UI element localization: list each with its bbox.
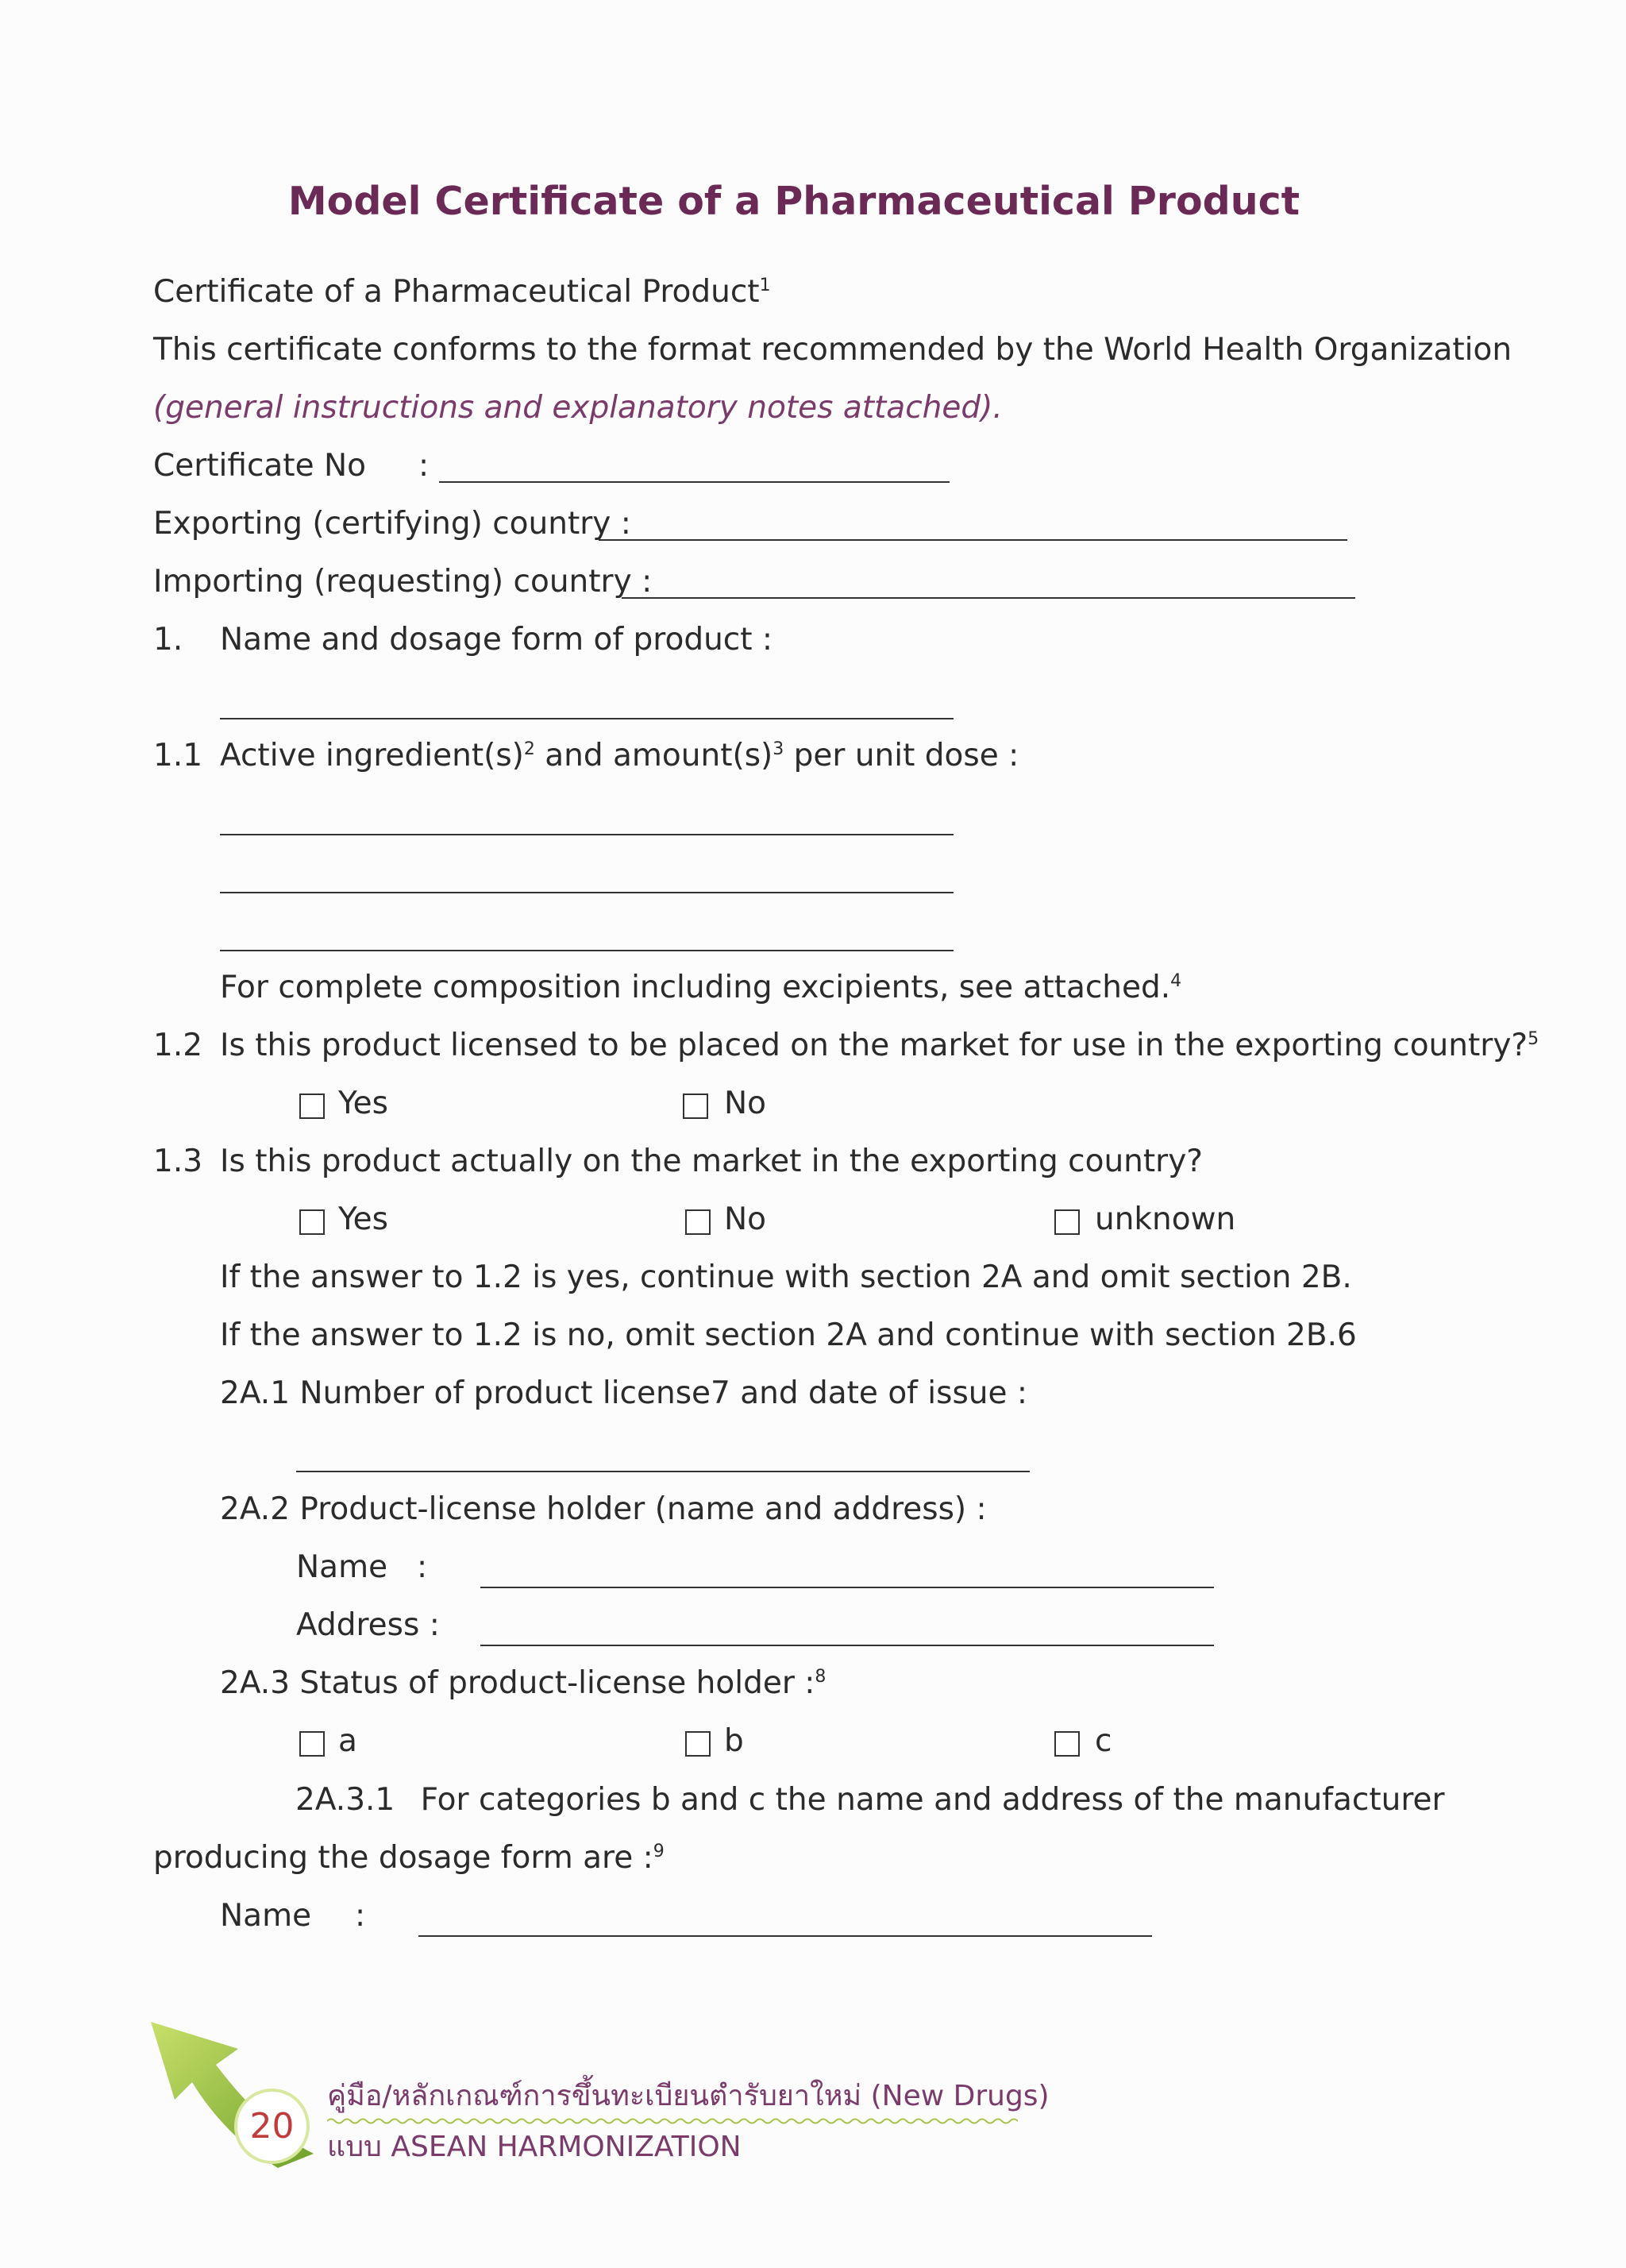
footer-title: คู่มือ/หลักเกณฑ์การขึ้นทะเบียนตำรับยาใหม่ (New Drugs)	[327, 2080, 1050, 2112]
section-2a1-label: 2A.1 Number of product license7 and date of issue :	[220, 1375, 1028, 1411]
importing-country-label: Importing (requesting) country :	[153, 564, 653, 600]
active-ingredient-field-1[interactable]	[220, 834, 954, 835]
holder-address-label: Address :	[296, 1607, 440, 1643]
holder-name-colon: :	[417, 1549, 428, 1585]
status-b-label: b	[724, 1723, 744, 1759]
licensed-yes-checkbox[interactable]	[299, 1094, 325, 1119]
holder-name-label: Name	[296, 1549, 388, 1585]
manufacturer-name-colon: :	[355, 1898, 366, 1934]
on-market-unknown-label: unknown	[1095, 1202, 1236, 1237]
section-1-number: 1.	[153, 622, 183, 658]
active-ingredient-field-3[interactable]	[220, 950, 954, 951]
status-c-label: c	[1095, 1723, 1112, 1759]
section-2a2-label: 2A.2 Product-license holder (name and address) :	[220, 1491, 987, 1527]
section-1-2-number: 1.2	[153, 1028, 203, 1063]
section-1-3-number: 1.3	[153, 1144, 203, 1179]
section-1-1-label: Active $ingredient(s)^2$ and $amount(s)^3$ per unit dose :	[220, 738, 1019, 773]
on-market-no-checkbox[interactable]	[685, 1209, 711, 1235]
status-a-checkbox[interactable]	[299, 1731, 325, 1757]
licensed-no-checkbox[interactable]	[683, 1094, 708, 1119]
manufacturer-name-label: Name	[220, 1898, 312, 1934]
holder-name-field[interactable]	[480, 1587, 1214, 1588]
instructions-note: (general instructions and explanatory notes attached).	[153, 390, 1003, 426]
exporting-country-field[interactable]	[599, 539, 1347, 541]
on-market-unknown-checkbox[interactable]	[1054, 1209, 1080, 1235]
section-1-3-label: Is this product actually on the market in the exporting country?	[220, 1144, 1203, 1179]
on-market-yes-checkbox[interactable]	[299, 1209, 325, 1235]
section-2a31-continuation: producing the dosage form are :$^9$	[153, 1840, 665, 1876]
licensed-no-label: No	[724, 1086, 767, 1121]
certificate-no-label: Certificate No	[153, 448, 367, 484]
footer-subtitle: แบบ ASEAN HARMONIZATION	[327, 2131, 742, 2163]
on-market-no-label: No	[724, 1202, 767, 1237]
manufacturer-name-field[interactable]	[418, 1935, 1152, 1937]
active-ingredient-field-2[interactable]	[220, 892, 954, 893]
holder-address-field[interactable]	[480, 1645, 1214, 1646]
status-a-label: a	[338, 1723, 357, 1759]
status-c-checkbox[interactable]	[1054, 1731, 1080, 1757]
wavy-divider	[327, 2117, 1018, 2125]
page-number: 20	[234, 2089, 310, 2164]
license-number-field[interactable]	[296, 1471, 1030, 1472]
conformity-statement: This certificate conforms to the format recommended by the World Health Organization	[153, 332, 1512, 368]
certificate-no-colon: :	[418, 448, 430, 484]
importing-country-field[interactable]	[622, 597, 1355, 599]
section-1-2-label: Is this product licensed to be placed on the market for use in the exporting country?$^5$	[220, 1028, 1539, 1063]
status-b-checkbox[interactable]	[685, 1731, 711, 1757]
exporting-country-label: Exporting (certifying) country :	[153, 506, 631, 542]
footnote-ref: 1	[759, 276, 771, 295]
on-market-yes-label: Yes	[338, 1202, 388, 1237]
licensed-yes-label: Yes	[338, 1086, 388, 1121]
composition-note: For complete composition including excipients, see attached.$^4$	[220, 970, 1182, 1005]
section-2a3-label: 2A.3 Status of product-license holder :$^8$	[220, 1665, 826, 1701]
section-1-1-number: 1.1	[153, 738, 203, 773]
page-title: Model Certificate of a Pharmaceutical Product	[287, 179, 1300, 224]
product-name-field[interactable]	[220, 718, 954, 719]
instruction-if-no: If the answer to 1.2 is no, omit section 2A and continue with section 2B.6	[220, 1317, 1357, 1353]
section-2a31-text: 2A.3.1 For categories b and c the name and address of the manufacturer	[295, 1782, 1445, 1818]
instruction-if-yes: If the answer to 1.2 is yes, continue with section 2A and omit section 2B.	[220, 1259, 1352, 1295]
certificate-no-field[interactable]	[439, 481, 950, 483]
certificate-heading: Certificate of a Pharmaceutical Product$^1$	[153, 274, 771, 310]
section-1-label: Name and dosage form of product :	[220, 622, 773, 658]
